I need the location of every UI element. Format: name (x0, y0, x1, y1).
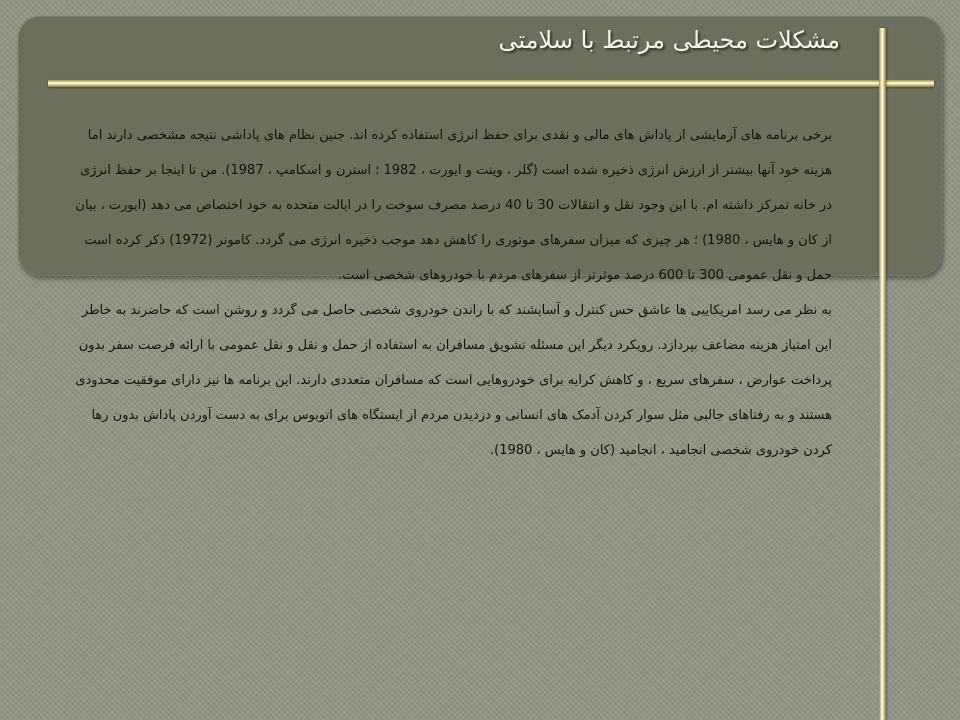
gold-horizontal-rule (48, 80, 934, 87)
slide-title: مشکلات محیطی مرتبط با سلامتی (498, 26, 840, 54)
slide-body (68, 118, 832, 468)
paragraph-energy-rewards: برخی برنامه های آزمایشی از پاداش های مالی و نقدی برای حفظ انرژی استفاده کرده اند. جنین نظام های پاداشی نتیجه مشخصی دارند اما هزینه خود آنها بیشتر از ارزش انرژی ذخیره شده است (گلر ، وینت و ایورت ، 1982 ؛ استرن و اسکامپ ، 1987). من تا اینجا بر حفظ انرژی در خانه تمرکز داشته ام. با این وجود نقل و انتقالات 30 تا 40 درصد مصرف سوخت را در ایالت متحده به خود اختصاص می دهد (ایورت ، بیان از کان و هایس ، 1980) ؛ هر چیزی که میزان سفرهای موتوری را کاهش دهد موجب ذخیره انرژی می گردد. کامونر (1972) ذکر کرده است حمل و نقل عمومی 300 تا 600 درصد موثرتر از سفرهای مردم با خودروهای شخصی است. (75, 128, 832, 283)
gold-vertical-rule (879, 28, 886, 720)
paragraph-public-transport: به نظر می رسد امریکاییی ها عاشق حس کنترل و آسایشند که با راندن خودروی شخصی حاصل می گردد و روشن است که حاضرند به خاطر این امتیاز هزینه مضاعف بپردازد. رویکرد دیگر این مسئله تشویق مسافران به استفاده از حمل و نقل و نقل عمومی با ارائه فرصت سفر بدون پرداخت عوارض ، سفرهای سریع ، و کاهش کرایه برای خودروهایی است که مسافران متعددی دارند. این برنامه ها نیز دارای موفقیت محدودی هستند و به رفتاهای جالبی مثل سوار کردن آدمک های انسانی و دزدیدن مردم از ایستگاه های اتوبوس برای به دست آوردن پاداش بدون رها کردن خودروی شخصی انجامید ، انجامید (کان و هایس ، 1980). (75, 303, 832, 458)
